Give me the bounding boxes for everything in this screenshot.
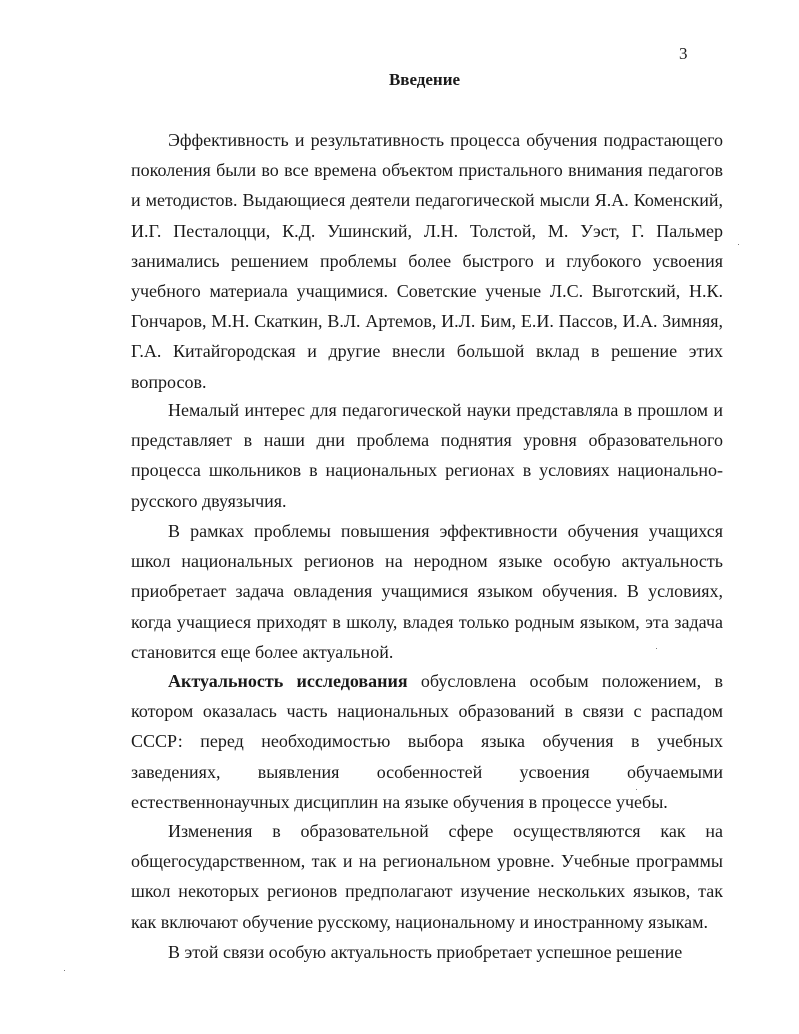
scan-speck (656, 648, 657, 649)
scan-speck (738, 244, 739, 245)
scan-speck (64, 970, 65, 971)
paragraph-intro: Эффективность и результативность процесса обучения подрастающего поколения были во все времена объектом пристального внимания педагогов и методистов. Выдающиеся деятели педагогической мысли Я.А. Коменский, И.Г. Песталоцци, К.Д. Ушинский, Л.Н. Толстой, М. Уэст, Г. Пальмер занимались решением проблемы более быстрого и глубокого усвоения учебного материала учащимися. Советские ученые Л.С. Выготский, Н.К. Гончаров, М.Н. Скаткин, В.Л. Артемов, И.Л. Бим, Е.И. Пассов, И.А. Зимняя, Г.А. Китайгородская и другие внесли большой вклад в решение этих вопросов. (131, 130, 723, 392)
section-title: Введение (388, 70, 461, 89)
relevance-lead: Актуальность исследования (168, 671, 408, 691)
scan-speck (636, 789, 637, 790)
page-number: 3 (679, 44, 688, 63)
paragraph-task: В рамках проблемы повышения эффективности обучения учащихся школ национальных регионов на неродном языке особую актуальность приобретает задача овладения учащимися языком обучения. В условиях, когда учащиеся приходят в школу, владея только родным языком, эта задача становится еще более актуальной. (131, 521, 723, 662)
paragraph-relevance (131, 666, 723, 817)
paragraph-final: В этой связи особую актуальность приобретает успешное решение (168, 942, 683, 962)
relevance-body: обусловлена особым положением, в котором оказалась часть национальных образований в связи с распадом СССР: перед необходимостью выбора языка обучения в учебных заведениях, выявления особенностей усвоения обучаемыми естественнонаучных дисциплин на языке обучения в процессе учебы. (131, 671, 723, 812)
paragraph-interest: Немалый интерес для педагогической науки представляла в прошлом и представляет в наши дни проблема поднятия уровня образовательного процесса школьников в национальных регионах в условиях национально-русского двуязычия. (131, 400, 723, 511)
paragraph-changes: Изменения в образовательной сфере осуществляются как на общегосударственном, так и на региональном уровне. Учебные программы школ некоторых регионов предполагают изучение нескольких языков, так как включают обучение русскому, национальному и иностранному языкам. (131, 821, 723, 932)
